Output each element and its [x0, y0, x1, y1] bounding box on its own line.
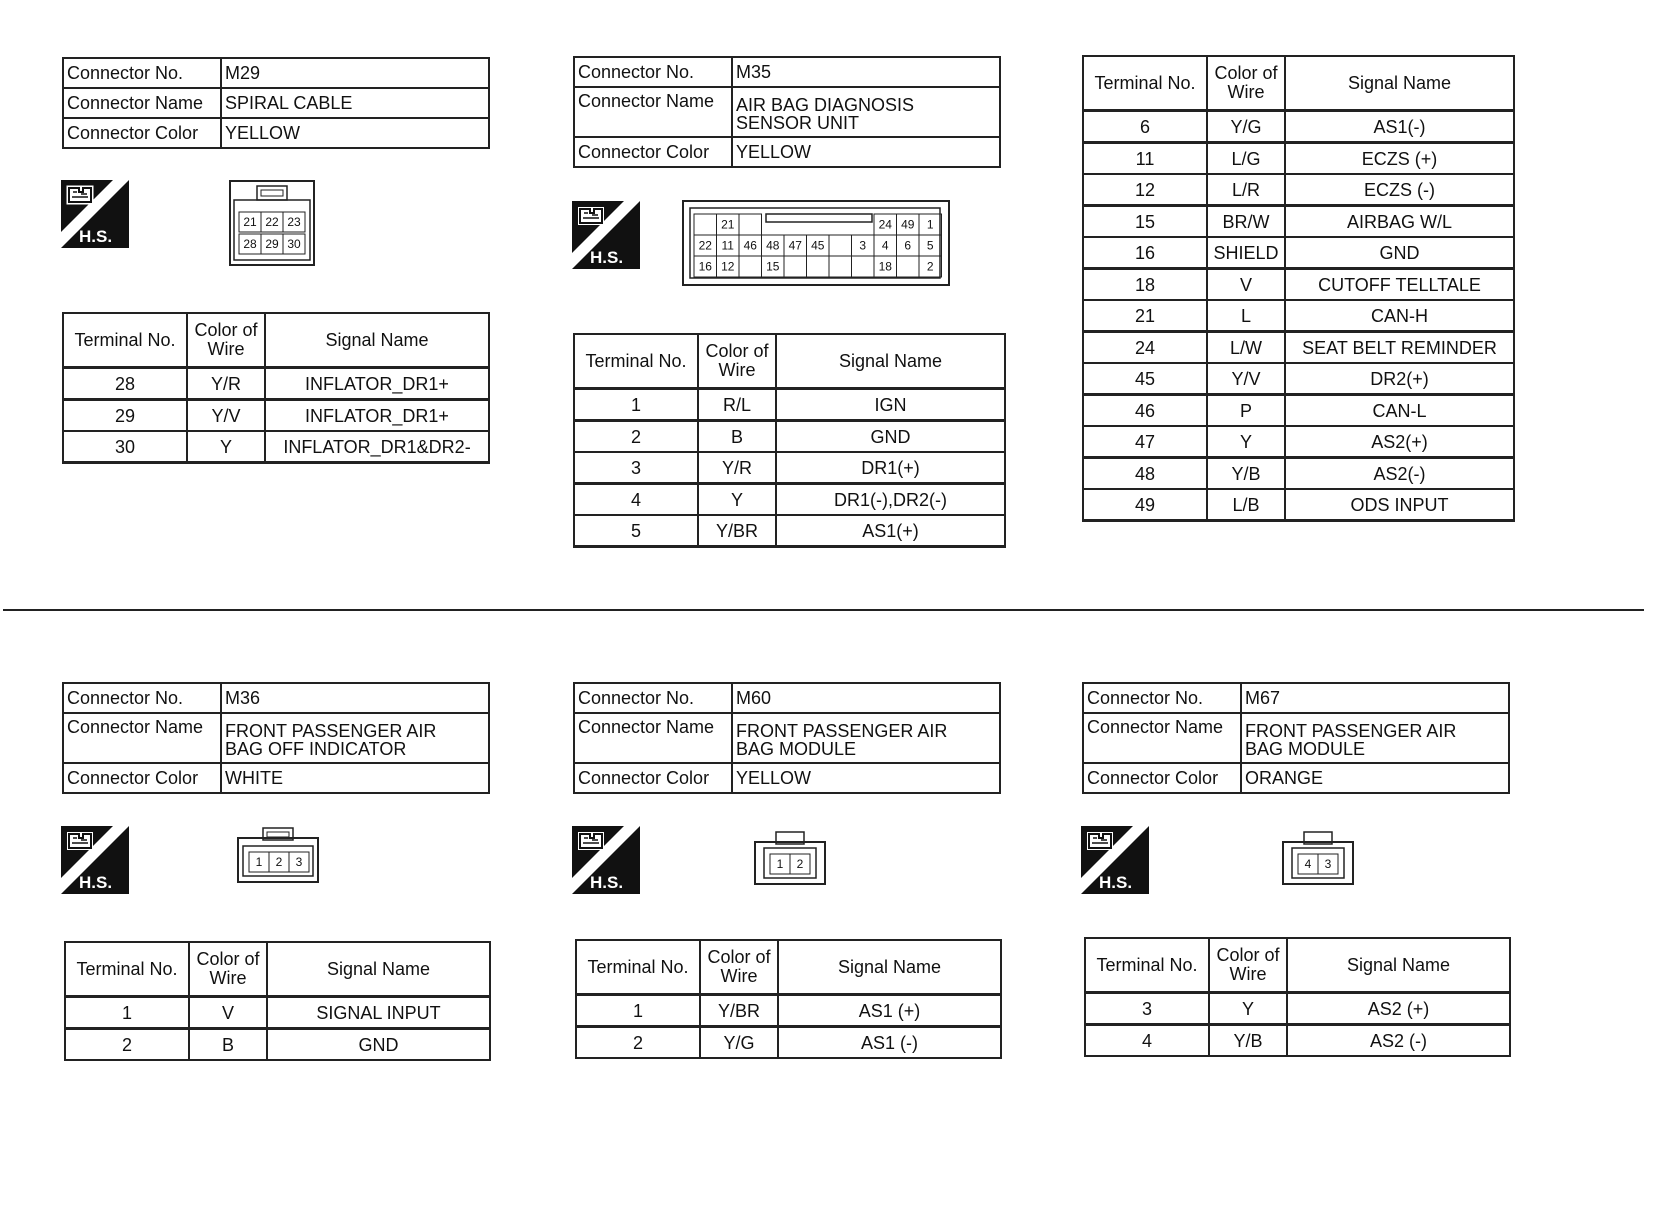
color-of-wire-header: Color of Wire — [700, 940, 778, 995]
terminal-no-header: Terminal No. — [65, 942, 189, 997]
terminal-table-m60 — [575, 939, 1002, 1059]
terminal-row — [1083, 300, 1514, 332]
pin-cell — [269, 852, 289, 872]
signal-name-cell: AS2(-) — [1285, 458, 1514, 490]
pin-cell — [717, 214, 740, 235]
signal-name-cell: INFLATOR_DR1&DR2- — [265, 431, 489, 463]
connector-no-value: M60 — [732, 683, 1000, 713]
pin-label: 49 — [901, 217, 915, 232]
terminal-no-cell: 46 — [1083, 395, 1207, 427]
connector-name-value: AIR BAG DIAGNOSIS SENSOR UNIT — [732, 87, 1000, 137]
harness-side-icon — [61, 826, 129, 894]
connector-color-label: Connector Color — [63, 763, 221, 793]
terminal-no-header: Terminal No. — [1085, 938, 1209, 993]
harness-side-icon — [1081, 826, 1149, 894]
wire-color-cell: Y/G — [700, 1027, 778, 1059]
pin-label: 24 — [878, 217, 892, 232]
pin-cell — [852, 256, 875, 277]
wire-color-cell: B — [189, 1029, 267, 1061]
harness-side-icon — [61, 180, 129, 248]
pin-label: 28 — [243, 237, 257, 251]
wire-color-cell: Y/BR — [698, 515, 776, 547]
terminal-row — [1083, 489, 1514, 521]
connector-color-value: YELLOW — [732, 763, 1000, 793]
pin-cell — [874, 214, 897, 235]
signal-name-cell: IGN — [776, 389, 1005, 421]
signal-name-cell: DR1(+) — [776, 452, 1005, 484]
pin-cell — [919, 256, 942, 277]
connector-no-value: M67 — [1241, 683, 1509, 713]
signal-name-cell: GND — [776, 421, 1005, 453]
pin-cell — [807, 256, 830, 277]
wire-color-cell: Y/B — [1209, 1025, 1287, 1057]
color-of-wire-header: Color of Wire — [189, 942, 267, 997]
connector-face-m35 — [682, 200, 952, 288]
terminal-no-cell: 16 — [1083, 237, 1207, 269]
pin-label: 3 — [859, 238, 867, 253]
pin-cell — [739, 256, 762, 277]
pin-label: 12 — [721, 259, 735, 274]
terminal-no-cell: 4 — [574, 484, 698, 516]
connector-no-label: Connector No. — [1083, 683, 1241, 713]
terminal-row — [574, 484, 1005, 516]
pin-cell — [1318, 854, 1338, 874]
terminal-row — [1083, 206, 1514, 238]
terminal-row — [576, 995, 1001, 1027]
pin-label: 4 — [881, 238, 889, 253]
signal-name-cell: CAN-L — [1285, 395, 1514, 427]
pin-cell — [283, 212, 305, 232]
pin-label: 15 — [766, 259, 780, 274]
terminal-no-cell: 45 — [1083, 363, 1207, 395]
wire-color-cell: Y — [1207, 426, 1285, 458]
connector-face-m60 — [754, 830, 828, 886]
wire-color-cell: Y/B — [1207, 458, 1285, 490]
signal-name-cell: CUTOFF TELLTALE — [1285, 269, 1514, 301]
connector-name-value: FRONT PASSENGER AIR BAG OFF INDICATOR — [221, 713, 489, 763]
pin-label: 11 — [721, 238, 734, 253]
connector-name-label: Connector Name — [574, 87, 732, 137]
terminal-row — [63, 368, 489, 400]
connector-name-value: FRONT PASSENGER AIR BAG MODULE — [1241, 713, 1509, 763]
pin-label: 4 — [1304, 857, 1312, 871]
signal-name-cell: ECZS (-) — [1285, 174, 1514, 206]
connector-name-value: FRONT PASSENGER AIR BAG MODULE — [732, 713, 1000, 763]
terminal-row — [1085, 993, 1510, 1025]
pin-label: 29 — [265, 237, 279, 251]
terminal-row — [576, 1027, 1001, 1059]
signal-name-cell: INFLATOR_DR1+ — [265, 368, 489, 400]
terminal-row — [574, 389, 1005, 421]
terminal-no-cell: 1 — [65, 997, 189, 1029]
terminal-row — [1083, 395, 1514, 427]
terminal-no-cell: 18 — [1083, 269, 1207, 301]
pin-cell — [790, 854, 810, 874]
terminal-no-cell: 12 — [1083, 174, 1207, 206]
pin-cell — [717, 256, 740, 277]
connector-color-value: WHITE — [221, 763, 489, 793]
signal-name-cell: AS1 (+) — [778, 995, 1001, 1027]
terminal-table-m35 — [573, 333, 1006, 548]
signal-name-cell: AIRBAG W/L — [1285, 206, 1514, 238]
signal-name-cell: AS1 (-) — [778, 1027, 1001, 1059]
connector-name-label: Connector Name — [63, 713, 221, 763]
terminal-no-cell: 30 — [63, 431, 187, 463]
connector-info-m60 — [573, 682, 1001, 794]
pin-cell — [852, 235, 875, 256]
signal-name-cell: AS1(-) — [1285, 111, 1514, 143]
signal-name-header: Signal Name — [267, 942, 490, 997]
signal-name-cell: SIGNAL INPUT — [267, 997, 490, 1029]
wire-color-cell: Y — [698, 484, 776, 516]
signal-name-cell: GND — [1285, 237, 1514, 269]
wire-color-cell: L — [1207, 300, 1285, 332]
hs-label: H.S. — [79, 873, 113, 892]
pin-label: 2 — [796, 857, 804, 871]
terminal-no-cell: 15 — [1083, 206, 1207, 238]
signal-name-cell: AS1(+) — [776, 515, 1005, 547]
pin-cell — [261, 212, 283, 232]
pin-cell — [289, 852, 309, 872]
terminal-row — [1083, 269, 1514, 301]
signal-name-header: Signal Name — [776, 334, 1005, 389]
terminal-no-cell: 11 — [1083, 143, 1207, 175]
wire-color-cell: V — [189, 997, 267, 1029]
pin-label: 22 — [698, 238, 712, 253]
wire-color-cell: Y/BR — [700, 995, 778, 1027]
terminal-row — [65, 997, 490, 1029]
color-of-wire-header: Color of Wire — [1209, 938, 1287, 993]
pin-cell — [762, 235, 785, 256]
pin-cell — [739, 214, 762, 235]
terminal-table-m36 — [64, 941, 491, 1061]
connector-name-label: Connector Name — [574, 713, 732, 763]
pin-label: 47 — [788, 238, 802, 253]
pin-cell — [239, 234, 261, 254]
pin-cell — [239, 212, 261, 232]
terminal-no-cell: 28 — [63, 368, 187, 400]
connector-name-value: SPIRAL CABLE — [221, 88, 489, 118]
signal-name-cell: DR2(+) — [1285, 363, 1514, 395]
pin-cell — [897, 235, 920, 256]
wire-color-cell: Y/V — [187, 400, 265, 432]
terminal-no-cell: 29 — [63, 400, 187, 432]
connector-info-m67 — [1082, 682, 1510, 794]
signal-name-cell: GND — [267, 1029, 490, 1061]
terminal-row — [1083, 143, 1514, 175]
pin-cell — [897, 214, 920, 235]
hs-label: H.S. — [590, 873, 624, 892]
terminal-no-cell: 2 — [576, 1027, 700, 1059]
terminal-no-cell: 49 — [1083, 489, 1207, 521]
connector-info-m29 — [62, 57, 490, 149]
pin-cell — [770, 854, 790, 874]
pin-cell — [694, 214, 717, 235]
signal-name-cell: AS2(+) — [1285, 426, 1514, 458]
wire-color-cell: B — [698, 421, 776, 453]
connector-no-label: Connector No. — [63, 683, 221, 713]
connector-color-value: YELLOW — [732, 137, 1000, 167]
wire-color-cell: P — [1207, 395, 1285, 427]
wire-color-cell: L/W — [1207, 332, 1285, 364]
terminal-no-header: Terminal No. — [576, 940, 700, 995]
terminal-row — [63, 400, 489, 432]
terminal-no-cell: 2 — [574, 421, 698, 453]
terminal-no-cell: 47 — [1083, 426, 1207, 458]
connector-no-value: M35 — [732, 57, 1000, 87]
signal-name-cell: ECZS (+) — [1285, 143, 1514, 175]
pin-cell — [919, 235, 942, 256]
pin-label: 1 — [776, 857, 784, 871]
terminal-row — [1083, 363, 1514, 395]
terminal-row — [63, 431, 489, 463]
pin-cell — [694, 235, 717, 256]
wire-color-cell: SHIELD — [1207, 237, 1285, 269]
pin-label: 21 — [721, 217, 735, 232]
pin-label: 3 — [295, 855, 303, 869]
signal-name-cell: INFLATOR_DR1+ — [265, 400, 489, 432]
pin-cell — [784, 256, 807, 277]
pin-label: 1 — [255, 855, 263, 869]
terminal-no-cell: 1 — [574, 389, 698, 421]
wire-color-cell: L/G — [1207, 143, 1285, 175]
connector-no-value: M36 — [221, 683, 489, 713]
connector-info-m35 — [573, 56, 1001, 168]
pin-cell — [829, 235, 852, 256]
terminal-row — [574, 515, 1005, 547]
connector-no-label: Connector No. — [574, 683, 732, 713]
terminal-no-cell: 48 — [1083, 458, 1207, 490]
terminal-no-cell: 3 — [574, 452, 698, 484]
terminal-row — [1083, 332, 1514, 364]
terminal-no-cell: 1 — [576, 995, 700, 1027]
pin-cell — [762, 256, 785, 277]
pin-label: 6 — [904, 238, 912, 253]
pin-label: 2 — [275, 855, 283, 869]
pin-label: 46 — [743, 238, 757, 253]
connector-no-value: M29 — [221, 58, 489, 88]
terminal-no-header: Terminal No. — [63, 313, 187, 368]
connector-color-label: Connector Color — [574, 137, 732, 167]
terminal-no-cell: 4 — [1085, 1025, 1209, 1057]
connector-name-label: Connector Name — [63, 88, 221, 118]
connector-color-value: ORANGE — [1241, 763, 1509, 793]
signal-name-header: Signal Name — [1285, 56, 1514, 111]
pin-cell — [897, 256, 920, 277]
pin-label: 48 — [766, 238, 780, 253]
wire-color-cell: Y/R — [187, 368, 265, 400]
pin-label: 5 — [926, 238, 934, 253]
terminal-no-cell: 6 — [1083, 111, 1207, 143]
connector-face-m29 — [229, 180, 317, 266]
pin-cell — [261, 234, 283, 254]
pin-label: 18 — [878, 259, 892, 274]
pin-cell — [829, 256, 852, 277]
terminal-no-cell: 24 — [1083, 332, 1207, 364]
connector-no-label: Connector No. — [574, 57, 732, 87]
terminal-no-cell: 5 — [574, 515, 698, 547]
harness-side-icon — [572, 201, 640, 269]
pin-label: 22 — [265, 215, 279, 229]
signal-name-header: Signal Name — [778, 940, 1001, 995]
wire-color-cell: L/R — [1207, 174, 1285, 206]
color-of-wire-header: Color of Wire — [1207, 56, 1285, 111]
hs-label: H.S. — [1099, 873, 1133, 892]
wire-color-cell: Y/V — [1207, 363, 1285, 395]
terminal-no-header: Terminal No. — [574, 334, 698, 389]
terminal-row — [1083, 174, 1514, 206]
connector-color-value: YELLOW — [221, 118, 489, 148]
terminal-no-cell: 21 — [1083, 300, 1207, 332]
signal-name-header: Signal Name — [265, 313, 489, 368]
terminal-row — [574, 452, 1005, 484]
connector-name-label: Connector Name — [1083, 713, 1241, 763]
terminal-row — [1085, 1025, 1510, 1057]
pin-label: 2 — [926, 259, 934, 274]
color-of-wire-header: Color of Wire — [698, 334, 776, 389]
connector-color-label: Connector Color — [63, 118, 221, 148]
pin-cell — [807, 235, 830, 256]
connector-info-m36 — [62, 682, 490, 794]
signal-name-header: Signal Name — [1287, 938, 1510, 993]
color-of-wire-header: Color of Wire — [187, 313, 265, 368]
terminal-row — [65, 1029, 490, 1061]
terminal-row — [574, 421, 1005, 453]
connector-face-m67 — [1282, 830, 1356, 886]
pin-label: 23 — [287, 215, 301, 229]
terminal-table-m29 — [62, 312, 490, 464]
pin-cell — [739, 235, 762, 256]
pin-cell — [919, 214, 942, 235]
wire-color-cell: Y — [187, 431, 265, 463]
hs-label: H.S. — [79, 227, 113, 246]
pin-cell — [874, 235, 897, 256]
wire-color-cell: R/L — [698, 389, 776, 421]
pin-cell — [784, 235, 807, 256]
pin-label: 45 — [811, 238, 825, 253]
terminal-table-m67 — [1084, 937, 1511, 1057]
connector-color-label: Connector Color — [574, 763, 732, 793]
pin-cell — [694, 256, 717, 277]
signal-name-cell: CAN-H — [1285, 300, 1514, 332]
wire-color-cell: Y/G — [1207, 111, 1285, 143]
harness-side-icon — [572, 826, 640, 894]
terminal-no-cell: 3 — [1085, 993, 1209, 1025]
signal-name-cell: AS2 (-) — [1287, 1025, 1510, 1057]
wire-color-cell: BR/W — [1207, 206, 1285, 238]
terminal-no-cell: 2 — [65, 1029, 189, 1061]
pin-cell — [717, 235, 740, 256]
pin-label: 30 — [287, 237, 301, 251]
terminal-row — [1083, 426, 1514, 458]
terminal-row — [1083, 458, 1514, 490]
signal-name-cell: SEAT BELT REMINDER — [1285, 332, 1514, 364]
connector-color-label: Connector Color — [1083, 763, 1241, 793]
wire-color-cell: Y — [1209, 993, 1287, 1025]
signal-name-cell: DR1(-),DR2(-) — [776, 484, 1005, 516]
pin-label: 3 — [1324, 857, 1332, 871]
pin-label: 1 — [926, 217, 934, 232]
terminal-no-header: Terminal No. — [1083, 56, 1207, 111]
pin-cell — [874, 256, 897, 277]
section-divider — [3, 609, 1644, 611]
pin-label: 21 — [243, 215, 257, 229]
pin-label: 16 — [698, 259, 712, 274]
hs-label: H.S. — [590, 248, 624, 267]
pin-cell — [249, 852, 269, 872]
terminal-row — [1083, 111, 1514, 143]
connector-face-m36 — [237, 826, 321, 884]
connector-no-label: Connector No. — [63, 58, 221, 88]
terminal-row — [1083, 237, 1514, 269]
pin-cell — [283, 234, 305, 254]
wire-color-cell: L/B — [1207, 489, 1285, 521]
wire-color-cell: Y/R — [698, 452, 776, 484]
wire-color-cell: V — [1207, 269, 1285, 301]
signal-name-cell: AS2 (+) — [1287, 993, 1510, 1025]
pin-cell — [1298, 854, 1318, 874]
signal-name-cell: ODS INPUT — [1285, 489, 1514, 521]
terminal-table-m35-cont — [1082, 55, 1515, 522]
